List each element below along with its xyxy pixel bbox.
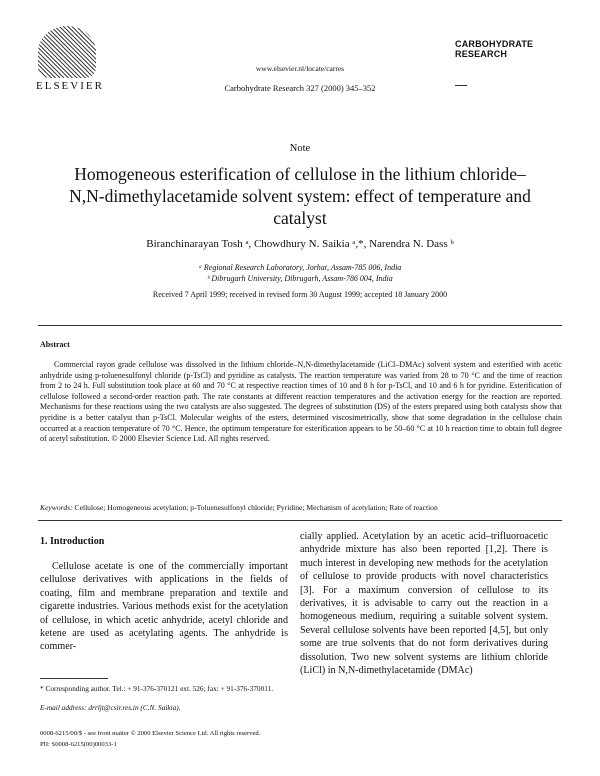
intro-column-right: cially applied. Acetylation by an acetic acid–trifluoroacetic anhydride mixture has also been reported [1,2]. There is much interest in developing new methods for the acetylation of cellulose to provide products with novel characteristics [3]. For a maximum conversion of cellulose to its derivatives, it is advisable to carry out the reaction in a homogeneous medium, requiring a suitable solvent system. Several cellulose solvents have been reported [4,5], but only some are true solvents that do not form derivatives during dissolution. Two new solvent systems are lithium chloride (LiCl) in N,N-dimethylacetamide (DMAc) <box>300 531 548 677</box>
keywords <box>40 503 562 512</box>
keywords-list: Cellulose; Homogeneous acetylation; p-Toluenesulfonyl chloride; Pyridine; Mechanism of acetylation; Rate of reaction <box>74 503 438 512</box>
brand-divider <box>455 85 467 86</box>
intro-column-left: Cellulose acetate is one of the commercially important cellulose derivatives with applications in the fields of coating, film and membrane preparation and textile and cigarette industries. Various methods exist for the acetylation of cellulose, in which acetic anhydride, acetyl chloride and ketene are used as acetylating agents. The anhydride is commer- <box>40 561 288 653</box>
affiliation-b: ᵇ Dibrugarh University, Dibrugarh, Assam-786 004, India <box>207 274 393 283</box>
footnote-rule <box>40 678 108 679</box>
corresponding-author-note: * Corresponding author. Tel.: + 91-376-370121 ext. 526; fax: + 91-376-370011. <box>40 684 274 693</box>
journal-brand-line1: CARBOHYDRATE <box>455 39 534 49</box>
journal-url[interactable]: www.elsevier.nl/locate/carres <box>255 64 345 73</box>
abstract-heading: Abstract <box>40 340 70 349</box>
article-type: Note <box>289 143 311 154</box>
abstract-text: Commercial rayon grade cellulose was dissolved in the lithium chloride–N,N-dimethylacetamide (LiCl–DMAc) solvent system and esterified with acetic anhydride using p-toluenesulfonyl chloride (p-TsCl) and pyridine as catalysts. The reaction temperature was varied from 28 to 70 °C and the time of reaction from 2 to 24 h. Full substitution took place at 60 and 70 °C at respective reaction times of 10 and 8 h for p-TsCl, and 10 and 6 h for pyridine. Esterification of cellulose followed a second-order reaction path. The rate constants at different reaction temperatures and the activation energy for the reaction are reported. Mechanisms for these reactions using the two catalysts are also suggested. The degrees of substitution (DS) of the esters prepared using both catalysts show that pyridine is a better catalyst than p-TsCl. Molecular weights of the esters, determined viscosimetrically, show that some degradation in the cellulose chain occurred at a reaction temperature of 70 °C. Hence, the optimum temperature for esterification appears to be 50–60 °C at 10 h reaction time to obtain full degree of acetyl substitution. © 2000 Elsevier Science Ltd. All rights reserved. <box>40 360 562 444</box>
email-note[interactable]: E-mail address: drrljt@csir.res.in (C.N. Saikia). <box>40 703 181 712</box>
author-list: Biranchinarayan Tosh ᵃ, Chowdhury N. Saikia ᵃ,*, Narendra N. Dass ᵇ <box>146 238 454 250</box>
affiliation-a: ᵃ Regional Research Laboratory, Jorhat, Assam-785 006, India <box>198 263 402 272</box>
abstract-top-rule <box>38 325 562 326</box>
journal-brand <box>455 40 533 59</box>
publisher-name: ELSEVIER <box>36 80 104 92</box>
article-title: Homogeneous esterification of cellulose in the lithium chloride–N,N-dimethylacetamide solvent system: effect of temperature and catalyst <box>69 164 531 228</box>
pii-line: PII: S0008-6215(00)00033-1 <box>40 741 117 748</box>
keywords-label: Keywords: <box>40 503 73 512</box>
received-dates: Received 7 April 1999; received in revised form 30 August 1999; accepted 18 January 2000 <box>152 290 448 299</box>
abstract-bottom-rule <box>38 520 562 521</box>
section-heading-introduction: 1. Introduction <box>40 536 105 547</box>
copyright-line: 0008-6215/00/$ - see front matter © 2000 Elsevier Science Ltd. All rights reserved. <box>40 730 261 737</box>
journal-brand-line2: RESEARCH <box>455 48 508 59</box>
journal-citation: Carbohydrate Research 327 (2000) 345–352 <box>224 83 376 93</box>
